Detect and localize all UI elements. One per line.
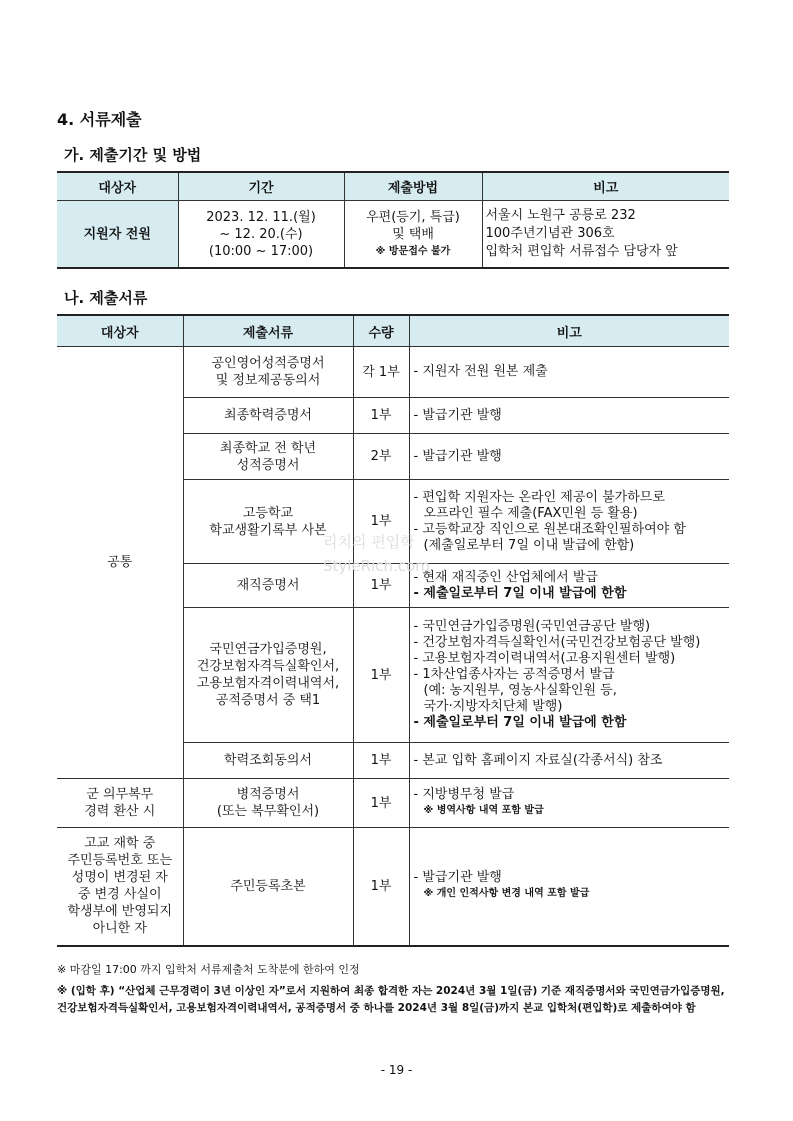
- quantity-cell: 1부: [353, 398, 409, 434]
- note-line: (예: 농지원부, 영농사실확인원 등,: [423, 683, 617, 698]
- note-line: - 지방병무청 발급: [413, 787, 515, 802]
- header-period: 기간: [178, 172, 344, 201]
- document-name: 병적증명서: [236, 787, 300, 802]
- table-header-row: [57, 172, 729, 201]
- target-line: 경력 환산 시: [84, 804, 156, 819]
- footnote-deadline: ※ 마감일 17:00 까지 입학처 서류제출처 도착분에 한하여 인정: [57, 963, 360, 976]
- watermark-line: StyleRich.com: [323, 557, 430, 575]
- documents-title: 나. 제출서류: [64, 289, 148, 307]
- header-note: 비고: [482, 172, 729, 201]
- target-line: 고교 재학 중: [84, 836, 156, 852]
- header-method: 제출방법: [344, 172, 482, 201]
- note-line: - 국민연금가입증명원(국민연금공단 발행): [413, 619, 651, 634]
- document-cell: [183, 608, 353, 743]
- note-line: - 1차산업종사자는 공적증명서 발급: [413, 667, 615, 682]
- document-name: 국민연금가입증명원,: [209, 642, 327, 657]
- note-line: - 고용보험자격이력내역서(고용지원센터 발행): [413, 651, 676, 666]
- note-cell: [409, 398, 729, 434]
- submission-period-table: [57, 171, 729, 269]
- address-line: 입학처 편입학 서류접수 담당자 앞: [485, 244, 678, 259]
- quantity-cell: 1부: [353, 779, 409, 828]
- header-target: 대상자: [57, 315, 183, 347]
- quantity-cell: 각 1부: [353, 347, 409, 398]
- page-number: - 19 -: [380, 1063, 413, 1077]
- note-line: - 건강보험자격득실확인서(국민건강보험공단 발행): [413, 635, 701, 650]
- target-line: 학생부에 반영되지: [67, 904, 173, 920]
- note-cell: [409, 347, 729, 398]
- note-line: - 편입학 지원자는 온라인 제공이 불가하므로: [413, 489, 665, 505]
- documents-table: [57, 314, 729, 947]
- note-line: - 현재 재직중인 산업체에서 발급: [413, 569, 598, 585]
- note-line: - 고등학교장 직인으로 원본대조확인필하여야 함: [413, 521, 686, 537]
- note-line: - 본교 입학 홈페이지 자료실(각종서식) 참조: [413, 752, 663, 768]
- note-cell: [409, 828, 729, 946]
- note-line: - 지원자 전원 원본 제출: [413, 364, 548, 379]
- header-target: 대상자: [57, 172, 178, 201]
- header-quantity: 수량: [353, 315, 409, 347]
- document-cell: 최종학력증명서: [183, 398, 353, 434]
- method-cell: [344, 201, 482, 269]
- table-header-row: [57, 315, 729, 347]
- note-line: 국가·지방자치단체 발행): [423, 699, 563, 714]
- section-title: 4. 서류제출: [57, 110, 142, 129]
- note-cell: [409, 608, 729, 743]
- document-cell: 학력조회동의서: [183, 743, 353, 779]
- document-cell: 주민등록초본: [183, 828, 353, 946]
- document-name: 성적증명서: [236, 457, 300, 473]
- note-line: ※ 병역사항 내역 포함 발급: [423, 805, 544, 816]
- target-line: 아니한 자: [92, 921, 147, 937]
- submission-period-title: 가. 제출기간 및 방법: [64, 146, 202, 164]
- note-line: (제출일로부터 7일 이내 발급에 한함): [423, 537, 635, 553]
- target-line: 주민등록번호 또는: [67, 853, 173, 869]
- note-line: - 제출일로부터 7일 이내 발급에 한함: [413, 715, 627, 730]
- address-line: 100주년기념관 306호: [485, 226, 615, 241]
- table-row: [57, 201, 729, 269]
- address-cell: [482, 201, 729, 269]
- document-cell: [183, 779, 353, 828]
- document-name: 및 정보제공동의서: [215, 373, 321, 388]
- period-start: 2023. 12. 11.(월): [206, 209, 316, 225]
- note-cell: [409, 434, 729, 480]
- document-name: 고등학교: [242, 505, 294, 521]
- period-hours: (10:00 ~ 17:00): [208, 243, 314, 259]
- common-target-cell: 공통: [57, 347, 183, 779]
- military-target-cell: [57, 779, 183, 828]
- footnote-employment: ※ (입학 후) “산업체 근무경력이 3년 이상인 자”로서 지원하여 최종 합격한 자는 2024년 3월 1일(금) 기준 재직증명서와 국민연금가입증명원, 건강보험자격득실확인서, 고용보험자격이력내역서, 공적증명서 중 하나를 2024년 3월 8일(금)까지 본교 입학처(편입학)로 제출하여야 함: [57, 985, 725, 1014]
- quantity-cell: 1부: [353, 564, 409, 608]
- method-note: ※ 방문접수 불가: [375, 245, 451, 257]
- document-name: 건강보험자격득실확인서,: [196, 659, 340, 674]
- note-line: - 제출일로부터 7일 이내 발급에 한함: [413, 585, 627, 601]
- note-cell: [409, 779, 729, 828]
- period-end: ~ 12. 20.(수): [219, 226, 303, 242]
- quantity-cell: 2부: [353, 434, 409, 480]
- address-line: 서울시 노원구 공릉로 232: [485, 208, 636, 223]
- note-line: - 발급기관 발행: [413, 448, 502, 464]
- table-row: [57, 828, 729, 946]
- method-line: 우편(등기, 특급): [366, 209, 460, 225]
- document-name: 고용보험자격이력내역서,: [196, 676, 340, 691]
- student-target-cell: [57, 828, 183, 946]
- target-line: 성명이 변경된 자: [71, 870, 168, 886]
- target-cell: 지원자 전원: [57, 201, 178, 269]
- document-name: 공적증명서 중 택1: [215, 693, 321, 708]
- quantity-cell: 1부: [353, 828, 409, 946]
- table-row: [57, 779, 729, 828]
- document-cell: [183, 347, 353, 398]
- quantity-cell: 1부: [353, 608, 409, 743]
- note-line: 오프라인 필수 제출(FAX민원 등 활용): [423, 505, 638, 521]
- document-name: 공인영어성적증명서: [211, 356, 325, 371]
- target-line: 중 변경 사실이: [77, 887, 162, 903]
- table-row: [57, 347, 729, 398]
- document-cell: [183, 434, 353, 480]
- quantity-cell: 1부: [353, 743, 409, 779]
- document-name: 최종학교 전 학년: [219, 440, 317, 456]
- document-name: 학교생활기록부 사본: [209, 522, 327, 538]
- note-line: ※ 개인 인적사항 변경 내역 포함 발급: [423, 888, 590, 900]
- note-line: - 발급기관 발행: [413, 407, 502, 423]
- document-cell: 재직증명서: [183, 564, 353, 608]
- document-name: (또는 복무확인서): [216, 804, 320, 819]
- target-line: 군 의무복무: [86, 787, 154, 802]
- watermark: [323, 530, 430, 578]
- quantity-cell: 1부: [353, 480, 409, 564]
- note-line: - 발급기관 발행: [413, 870, 502, 886]
- note-cell: [409, 743, 729, 779]
- method-line: 및 택배: [392, 226, 434, 242]
- header-note: 비고: [409, 315, 729, 347]
- header-document: 제출서류: [183, 315, 353, 347]
- note-cell: [409, 480, 729, 564]
- note-cell: [409, 564, 729, 608]
- period-cell: [178, 201, 344, 269]
- watermark-line: 리치의 편입학: [323, 533, 415, 551]
